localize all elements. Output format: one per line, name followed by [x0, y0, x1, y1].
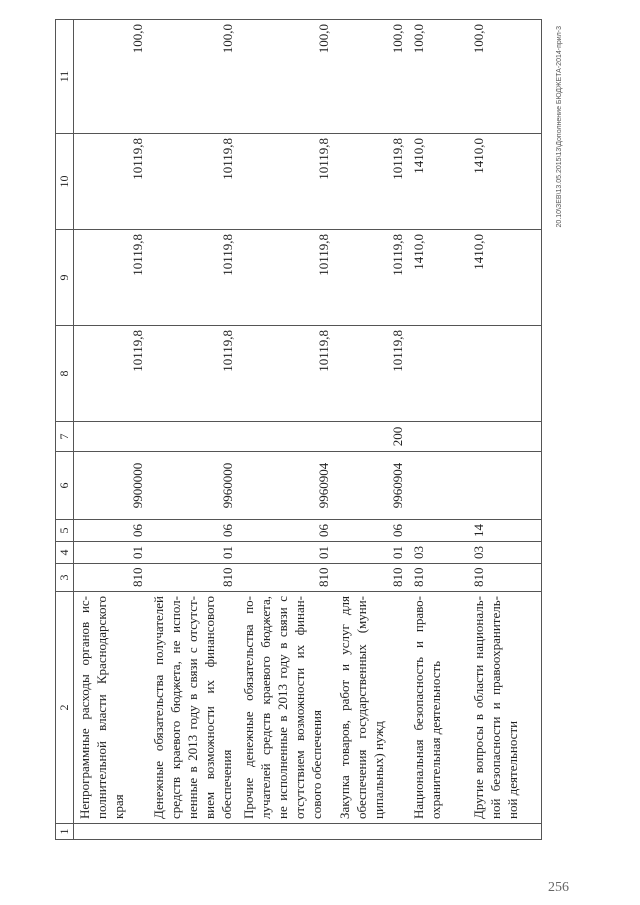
code-cell [468, 452, 542, 520]
code-cell: 01 [148, 542, 238, 564]
col-header: 5 [56, 520, 74, 542]
amount-cell: 10119,8 [334, 326, 408, 422]
code-cell: 200 [334, 422, 408, 452]
code-cell: 9960904 [238, 452, 334, 520]
row-number-cell [468, 824, 542, 840]
code-cell: 06 [334, 520, 408, 542]
amount-cell: 1410,0 [468, 134, 542, 230]
file-path-footer: 20.10\ЗЕВ\13.05.2015\13\Дополнение БЮДЖЕТА-2014-прил-3 [556, 26, 563, 228]
amount-cell: 10119,8 [74, 134, 148, 230]
row-number-cell [148, 824, 238, 840]
code-cell: 01 [74, 542, 148, 564]
amount-cell: 10119,8 [334, 134, 408, 230]
amount-cell [408, 326, 468, 422]
amount-cell: 10119,8 [74, 326, 148, 422]
row-name-cell: Денежные обязательства получателей средств краевого бюджета, не испол-ненные в 2013 году в связи с отсутст-вием возможности их финансового обеспечения [148, 592, 238, 824]
code-cell: 01 [334, 542, 408, 564]
table-row [334, 20, 408, 840]
percent-cell: 100,0 [148, 20, 238, 134]
code-cell [408, 520, 468, 542]
col-header: 1 [56, 824, 74, 840]
amount-cell: 10119,8 [148, 326, 238, 422]
budget-table [55, 19, 542, 840]
header-row [56, 20, 74, 840]
col-header: 7 [56, 422, 74, 452]
amount-cell: 10119,8 [148, 230, 238, 326]
row-number-cell [238, 824, 334, 840]
amount-cell [468, 326, 542, 422]
code-cell [148, 422, 238, 452]
row-name-cell: Другие вопросы в области националь-ной безопасности и правоохранитель-ной деятельности [468, 592, 542, 824]
row-number-cell [334, 824, 408, 840]
code-cell: 14 [468, 520, 542, 542]
table-row [238, 20, 334, 840]
col-header: 2 [56, 592, 74, 824]
code-cell: 06 [74, 520, 148, 542]
code-cell: 06 [148, 520, 238, 542]
code-cell [408, 422, 468, 452]
code-cell: 810 [468, 564, 542, 592]
amount-cell: 10119,8 [74, 230, 148, 326]
code-cell [468, 422, 542, 452]
amount-cell: 1410,0 [408, 134, 468, 230]
code-cell: 9900000 [74, 452, 148, 520]
percent-cell: 100,0 [468, 20, 542, 134]
col-header: 9 [56, 230, 74, 326]
code-cell: 810 [408, 564, 468, 592]
col-header: 11 [56, 20, 74, 134]
code-cell: 06 [238, 520, 334, 542]
row-name-cell: Прочие денежные обязательства по-лучателей средств краевого бюджета, не исполненные в 2013 году в связи с отсутствием возможности их финан-сового обеспечения [238, 592, 334, 824]
amount-cell: 10119,8 [334, 230, 408, 326]
table-row [148, 20, 238, 840]
code-cell: 810 [74, 564, 148, 592]
code-cell: 810 [148, 564, 238, 592]
rotated-table-page [55, 20, 615, 840]
percent-cell: 100,0 [238, 20, 334, 134]
code-cell [238, 422, 334, 452]
code-cell [408, 452, 468, 520]
col-header: 10 [56, 134, 74, 230]
amount-cell: 10119,8 [148, 134, 238, 230]
code-cell: 810 [334, 564, 408, 592]
col-header: 8 [56, 326, 74, 422]
row-name-cell: Национальная безопасность и право-охранительная деятельность [408, 592, 468, 824]
page-number: 256 [548, 880, 569, 895]
col-header: 3 [56, 564, 74, 592]
table-row [408, 20, 468, 840]
amount-cell: 1410,0 [468, 230, 542, 326]
amount-cell: 10119,8 [238, 326, 334, 422]
row-name-cell: Непрограммные расходы органов ис-полнительной власти Краснодарского края [74, 592, 148, 824]
amount-cell: 10119,8 [238, 134, 334, 230]
code-cell: 9960904 [334, 452, 408, 520]
col-header: 4 [56, 542, 74, 564]
amount-cell: 10119,8 [238, 230, 334, 326]
percent-cell: 100,0 [408, 20, 468, 134]
table-row [74, 20, 148, 840]
code-cell: 01 [238, 542, 334, 564]
row-number-cell [408, 824, 468, 840]
col-header: 6 [56, 452, 74, 520]
row-name-cell: Закупка товаров, работ и услуг для обеспечения государственных (муни-ципальных) нужд [334, 592, 408, 824]
row-number-cell [74, 824, 148, 840]
code-cell: 9960000 [148, 452, 238, 520]
code-cell [74, 422, 148, 452]
percent-cell: 100,0 [74, 20, 148, 134]
table-row [468, 20, 542, 840]
code-cell: 810 [238, 564, 334, 592]
amount-cell: 1410,0 [408, 230, 468, 326]
code-cell: 03 [468, 542, 542, 564]
percent-cell: 100,0 [334, 20, 408, 134]
code-cell: 03 [408, 542, 468, 564]
